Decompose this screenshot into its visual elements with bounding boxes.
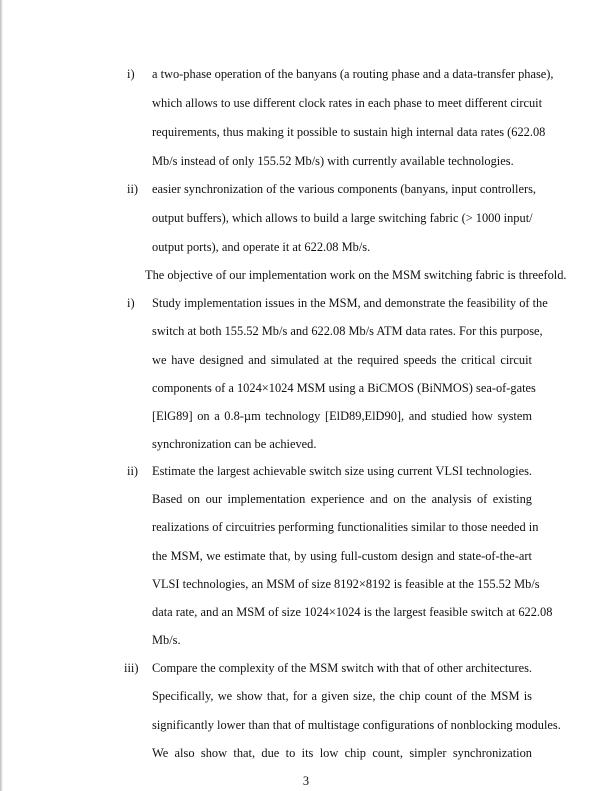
item-label: i) <box>127 67 135 81</box>
page-number: 3 <box>302 774 310 788</box>
scan-edge <box>0 0 3 791</box>
text-line: easier synchronization of the various components (banyans, input controllers, <box>152 182 537 196</box>
text-line: a two-phase operation of the banyans (a routing phase and a data-transfer phase), <box>152 67 554 81</box>
text-line: [ElG89] on a 0.8-µm technology [ElD89,ElD90], and studied how system <box>152 409 532 423</box>
text-line: Study implementation issues in the MSM, and demonstrate the feasibility of the <box>152 296 548 310</box>
text-line: the MSM, we estimate that, by using full-custom design and state-of-the-art <box>152 549 532 563</box>
text-line: requirements, thus making it possible to sustain high internal data rates (622.08 <box>152 125 546 139</box>
text-line: significantly lower than that of multistage configurations of nonblocking modules. <box>152 718 561 732</box>
text-line: Mb/s instead of only 155.52 Mb/s) with currently available technologies. <box>152 154 514 168</box>
text-line: Based on our implementation experience and on the analysis of existing <box>152 492 532 506</box>
text-line: Mb/s. <box>152 633 181 647</box>
text-line: Compare the complexity of the MSM switch with that of other architectures. <box>152 661 532 675</box>
item-label: iii) <box>124 661 139 675</box>
item-label: ii) <box>127 464 139 478</box>
text-line: VLSI technologies, an MSM of size 8192×8192 is feasible at the 155.52 Mb/s <box>152 577 540 591</box>
text-line: Specifically, we show that, for a given size, the chip count of the MSM is <box>152 689 532 703</box>
text-line: data rate, and an MSM of size 1024×1024 is the largest feasible switch at 622.08 <box>152 605 553 619</box>
text-line: which allows to use different clock rates in each phase to meet different circuit <box>152 96 543 110</box>
text-line: realizations of circuitries performing functionalities similar to those needed in <box>152 520 539 534</box>
item-label: ii) <box>127 182 139 196</box>
text-line: We also show that, due to its low chip count, simpler synchronization <box>152 746 532 760</box>
text-line: synchronization can be achieved. <box>152 437 317 451</box>
text-line: output buffers), which allows to build a large switching fabric (> 1000 input/ <box>152 211 533 225</box>
text-line: Estimate the largest achievable switch size using current VLSI technologies. <box>152 464 532 478</box>
paragraph: The objective of our implementation work on the MSM switching fabric is threefold. <box>145 268 567 282</box>
text-line: switch at both 155.52 Mb/s and 622.08 Mb/s ATM data rates. For this purpose, <box>152 324 543 338</box>
text-line: components of a 1024×1024 MSM using a BiCMOS (BiNMOS) sea-of-gates <box>152 381 536 395</box>
text-line: output ports), and operate it at 622.08 Mb/s. <box>152 240 371 254</box>
item-label: i) <box>127 296 135 310</box>
text-line: we have designed and simulated at the required speeds the critical circuit <box>152 353 532 367</box>
